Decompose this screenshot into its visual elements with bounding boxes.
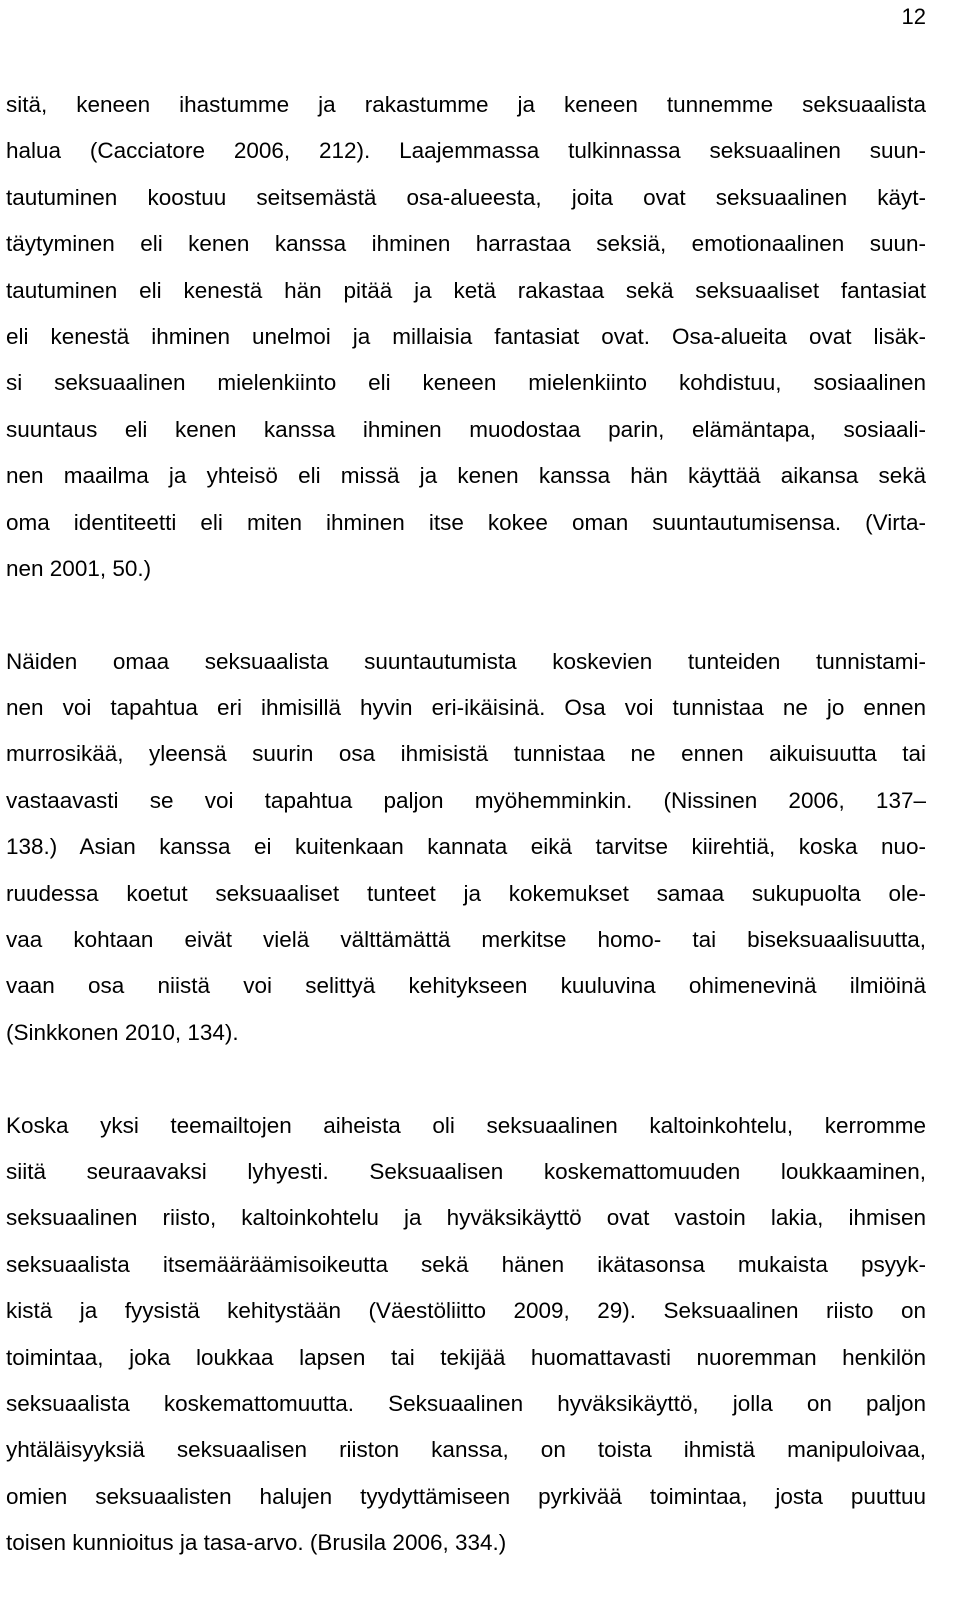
text-line: seksuaalinen riisto, kaltoinkohtelu ja hyväksikäyttö ovat vastoin lakia, ihmisen	[6, 1205, 926, 1231]
text-line: halua (Cacciatore 2006, 212). Laajemmassa tulkinnassa seksuaalinen suun-	[6, 138, 926, 164]
paragraph-1	[6, 82, 926, 592]
text-line: si seksuaalinen mielenkiinto eli keneen mielenkiinto kohdistuu, sosiaalinen	[6, 370, 926, 396]
text-line: vastaavasti se voi tapahtua paljon myöhemminkin. (Nissinen 2006, 137–	[6, 787, 926, 813]
text-line: murrosikää, yleensä suurin osa ihmisistä tunnistaa ne ennen aikuisuutta tai	[6, 741, 926, 767]
text-line: Koska yksi teemailtojen aiheista oli seksuaalinen kaltoinkohtelu, kerromme	[6, 1112, 926, 1138]
paragraph-spacer	[6, 1056, 926, 1102]
paragraph-3	[6, 1103, 926, 1567]
body-text	[6, 82, 926, 1567]
text-line: vaan osa niistä voi selittyä kehitykseen kuuluvina ohimenevinä ilmiöinä	[6, 973, 926, 999]
paragraph-2	[6, 639, 926, 1057]
text-line: 138.) Asian kanssa ei kuitenkaan kannata eikä tarvitse kiirehtiä, koska nuo-	[6, 834, 926, 860]
text-line: nen voi tapahtua eri ihmisillä hyvin eri-ikäisinä. Osa voi tunnistaa ne jo ennen	[6, 695, 926, 721]
text-line: toimintaa, joka loukkaa lapsen tai tekijää huomattavasti nuoremman henkilön	[6, 1344, 926, 1370]
text-line: Näiden omaa seksuaalista suuntautumista koskevien tunteiden tunnistami-	[6, 648, 926, 674]
text-line: täytyminen eli kenen kanssa ihminen harrastaa seksiä, emotionaalinen suun-	[6, 231, 926, 257]
text-line: sitä, keneen ihastumme ja rakastumme ja keneen tunnemme seksuaalista	[6, 92, 926, 117]
text-line: (Sinkkonen 2010, 134).	[6, 1019, 239, 1045]
text-line: yhtäläisyyksiä seksuaalisen riiston kanssa, on toista ihmistä manipuloivaa,	[6, 1437, 926, 1463]
text-line: toisen kunnioitus ja tasa-arvo. (Brusila 2006, 334.)	[6, 1530, 507, 1556]
text-line: siitä seuraavaksi lyhyesti. Seksuaalisen koskemattomuuden loukkaaminen,	[6, 1158, 926, 1184]
text-line: vaa kohtaan eivät vielä välttämättä merkitse homo- tai biseksuaalisuutta,	[6, 927, 926, 953]
text-line: oma identiteetti eli miten ihminen itse kokee oman suuntautumisensa. (Virta-	[6, 509, 926, 535]
text-line: nen 2001, 50.)	[6, 555, 152, 581]
text-line: seksuaalista itsemääräämisoikeutta sekä hänen ikätasonsa mukaista psyyk-	[6, 1251, 926, 1277]
text-line: tautuminen koostuu seitsemästä osa-alueesta, joita ovat seksuaalinen käyt-	[6, 184, 926, 210]
paragraph-spacer	[6, 592, 926, 638]
text-line: kistä ja fyysistä kehitystään (Väestöliitto 2009, 29). Seksuaalinen riisto on	[6, 1298, 926, 1324]
text-line: nen maailma ja yhteisö eli missä ja kenen kanssa hän käyttää aikansa sekä	[6, 463, 926, 489]
text-line: eli kenestä ihminen unelmoi ja millaisia fantasiat ovat. Osa-alueita ovat lisäk-	[6, 323, 926, 349]
text-line: ruudessa koetut seksuaaliset tunteet ja kokemukset samaa sukupuolta ole-	[6, 880, 926, 906]
text-line: tautuminen eli kenestä hän pitää ja ketä rakastaa sekä seksuaaliset fantasiat	[6, 277, 926, 303]
page-number: 12	[901, 4, 926, 29]
text-line: omien seksuaalisten halujen tyydyttämiseen pyrkivää toimintaa, josta puuttuu	[6, 1483, 926, 1509]
text-line: suuntaus eli kenen kanssa ihminen muodostaa parin, elämäntapa, sosiaali-	[6, 416, 926, 442]
text-line: seksuaalista koskemattomuutta. Seksuaalinen hyväksikäyttö, jolla on paljon	[6, 1390, 926, 1416]
